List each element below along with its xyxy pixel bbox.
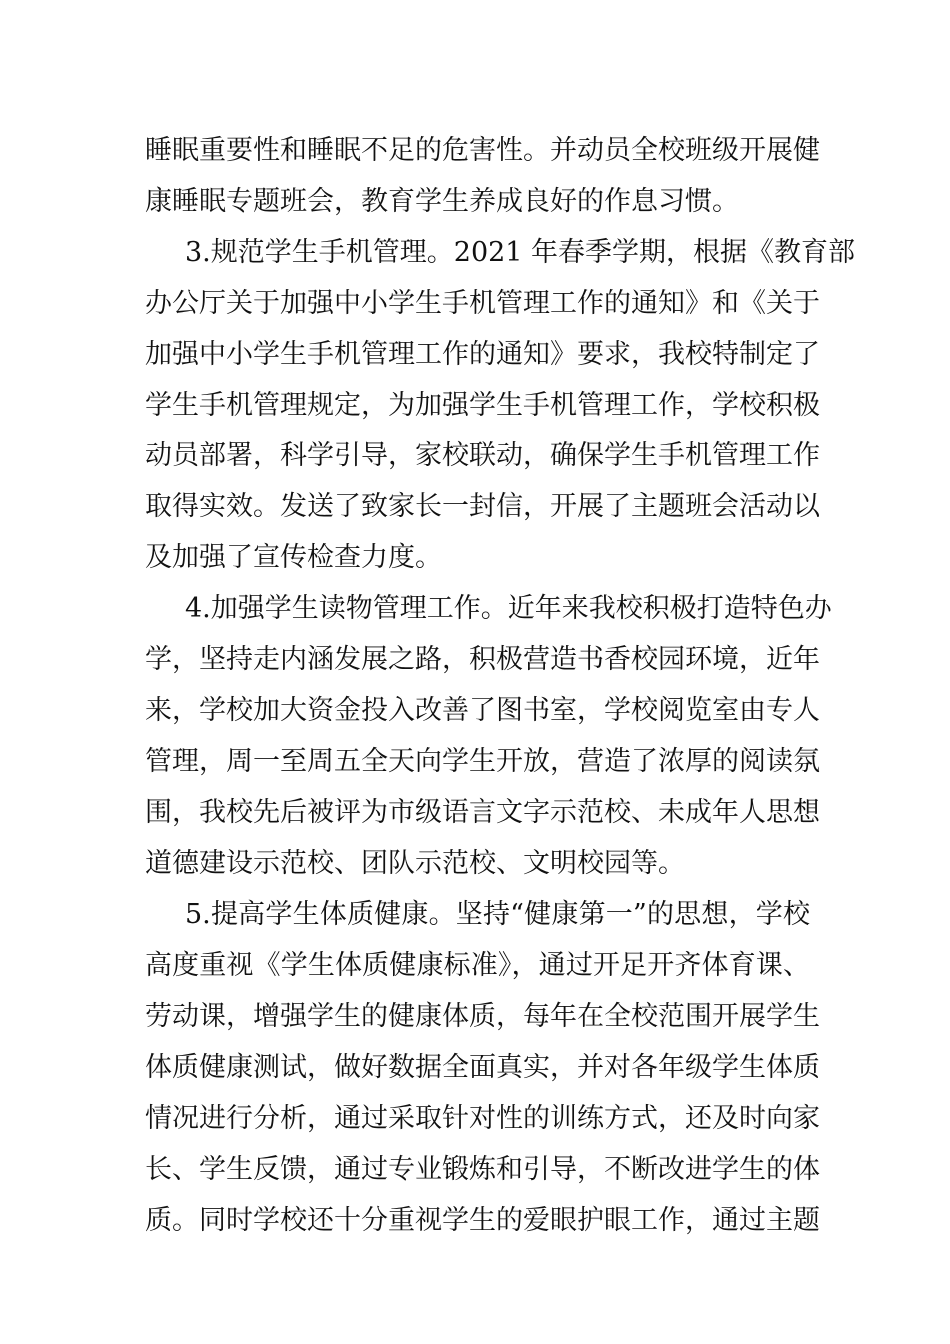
text-line: 办公厅关于加强中小学生手机管理工作的通知》和《关于 — [145, 288, 820, 319]
paragraph-3-heading-line: 3.规范学生手机管理。2021 年春季学期，根据《教育部 — [185, 237, 856, 268]
text-line: 取得实效。发送了致家长一封信，开展了主题班会活动以 — [145, 491, 820, 522]
text-line: 睡眠重要性和睡眠不足的危害性。并动员全校班级开展健 — [145, 135, 820, 166]
text-line: 质。同时学校还十分重视学生的爱眼护眼工作，通过主题 — [145, 1205, 820, 1236]
text-line: 及加强了宣传检查力度。 — [145, 542, 442, 573]
text-line: 长、学生反馈，通过专业锻炼和引导，不断改进学生的体 — [145, 1154, 820, 1185]
text-line: 体质健康测试，做好数据全面真实，并对各年级学生体质 — [145, 1052, 820, 1083]
text-line: 劳动课，增强学生的健康体质，每年在全校范围开展学生 — [145, 1001, 820, 1032]
text-line: 来，学校加大资金投入改善了图书室，学校阅览室由专人 — [145, 695, 820, 726]
text-line: 围，我校先后被评为市级语言文字示范校、未成年人思想 — [145, 797, 820, 828]
text-line: 情况进行分析，通过采取针对性的训练方式，还及时向家 — [145, 1103, 820, 1134]
paragraph-4-heading-line: 4.加强学生读物管理工作。近年来我校积极打造特色办 — [185, 593, 832, 624]
paragraph-5-heading-line: 5.提高学生体质健康。坚持“健康第一”的思想，学校 — [185, 899, 810, 930]
text-line: 学生手机管理规定，为加强学生手机管理工作，学校积极 — [145, 390, 820, 421]
text-line: 动员部署，科学引导，家校联动，确保学生手机管理工作 — [145, 440, 820, 471]
text-line: 管理，周一至周五全天向学生开放，营造了浓厚的阅读氛 — [145, 746, 820, 777]
text-line: 道德建设示范校、团队示范校、文明校园等。 — [145, 848, 685, 879]
text-line: 高度重视《学生体质健康标准》，通过开足开齐体育课、 — [145, 950, 810, 981]
text-line: 康睡眠专题班会，教育学生养成良好的作息习惯。 — [145, 186, 739, 217]
text-line: 学，坚持走内涵发展之路，积极营造书香校园环境，近年 — [145, 644, 820, 675]
text-line: 加强中小学生手机管理工作的通知》要求，我校特制定了 — [145, 339, 820, 370]
